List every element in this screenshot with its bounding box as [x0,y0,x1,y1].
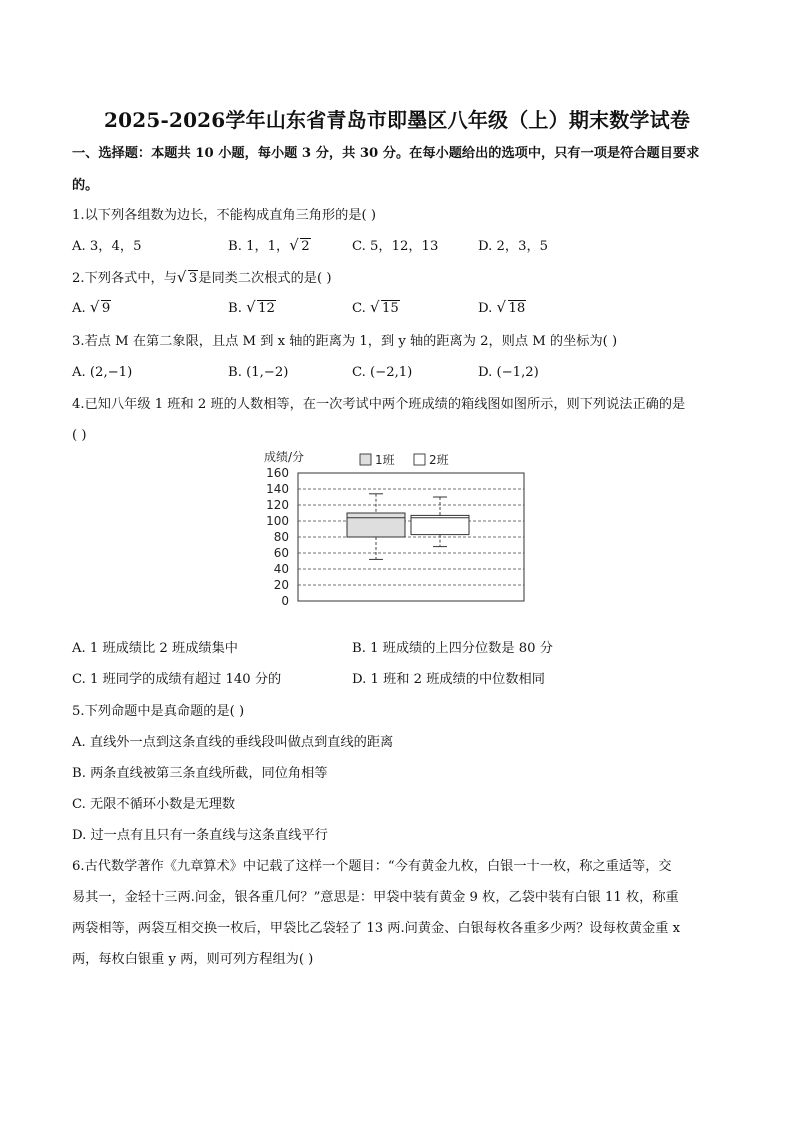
section-heading-line1: 一、选择题：本题共 10 小题，每小题 3 分，共 30 分。在每小题给出的选项中，只有一项是符合题目要求 [72,146,700,161]
q2-option-b-label: B. [228,301,247,316]
y-tick-label: 80 [273,530,289,544]
y-tick-label: 0 [281,594,289,606]
q1-option-d: D. 2，3，5 [478,239,549,254]
q5-option-d: D. 过一点有且只有一条直线与这条直线平行 [72,828,328,843]
q6-line1: 6.古代数学著作《九章算术》中记载了这样一个题目：“今有黄金九枚，白银一十一枚，称之重适等，交 [72,859,672,874]
q2-option-c [352,300,400,318]
q4-stem-paren: ( ) [72,428,87,443]
q6-line4: 两，每枚白银重 y 两，则可列方程组为( ) [72,952,314,967]
sqrt-symbol: √ 3 [176,268,198,286]
q2-stem-pre: 2.下列各式中，与 [72,271,177,286]
q2-stem-radicand: 3 [188,271,198,286]
sqrt-symbol: √ 18 [496,298,526,316]
q2-option-b-radicand: 12 [258,301,275,316]
box-plot-chart [258,446,530,606]
legend-label: 1班 [375,453,395,467]
y-tick-label: 40 [273,562,289,576]
q3-stem: 3.若点 M 在第二象限，且点 M 到 x 轴的距离为 1，到 y 轴的距离为 2，则点 M 的坐标为( ) [72,334,618,349]
y-tick-label: 20 [273,578,289,592]
chart-grid [298,489,524,585]
q6-line3: 两袋相等，两袋互相交换一枚后，甲袋比乙袋轻了 13 两.问黄金、白银每枚各重多少两？设每枚黄金重 x [72,921,681,936]
q1-option-c: C. 5，12，13 [352,239,439,254]
y-tick-label: 160 [266,466,289,480]
y-tick-label: 120 [266,498,289,512]
sqrt-symbol: √ 12 [246,298,275,316]
q4-option-c: C. 1 班同学的成绩有超过 140 分的 [72,672,282,687]
chart-boxes [347,494,469,560]
q3-option-c: C. (−2,1) [352,365,413,380]
legend-swatch [360,454,371,465]
legend-swatch [414,454,425,465]
sqrt-symbol: √ 2 [289,236,310,254]
q5-option-a: A. 直线外一点到这条直线的垂线段叫做点到直线的距离 [72,735,394,750]
q1-option-a: A. 3，4，5 [72,239,142,254]
q2-stem [72,270,331,288]
q1-option-b [228,238,311,256]
box-iqr [347,513,405,537]
legend-label: 2班 [429,453,449,467]
q1-option-b-text: B. 1，1， [228,239,290,254]
q3-option-a: A. (2,−1) [72,365,133,380]
q2-option-a [72,300,111,318]
q2-option-c-label: C. [352,301,371,316]
q4-stem: 4.已知八年级 1 班和 2 班的人数相等，在一次考试中两个班成绩的箱线图如图所示，则下列说法正确的是 [72,397,686,412]
q1-stem: 1.以下列各组数为边长，不能构成直角三角形的是( ) [72,208,376,223]
y-tick-labels [266,466,289,606]
y-axis-label: 成绩/分 [264,450,305,464]
q2-option-d-radicand: 18 [508,301,526,316]
q2-stem-post: 是同类二次根式的是( ) [198,271,332,286]
q2-option-a-radicand: 9 [101,301,111,316]
q1-option-b-radicand: 2 [301,239,310,254]
q5-option-c: C. 无限不循环小数是无理数 [72,797,236,812]
y-tick-label: 60 [273,546,289,560]
q4-option-d: D. 1 班和 2 班成绩的中位数相同 [352,672,545,687]
y-tick-label: 140 [266,482,289,496]
y-tick-label: 100 [266,514,289,528]
q2-option-d [478,300,526,318]
sqrt-symbol: √ 9 [89,298,111,316]
q2-option-b [228,300,276,318]
q5-option-b: B. 两条直线被第三条直线所截，同位角相等 [72,766,328,781]
section-heading-line2: 的。 [72,178,99,193]
q4-option-b: B. 1 班成绩的上四分位数是 80 分 [352,641,553,656]
q3-option-b: B. (1,−2) [228,365,289,380]
page-title: 2025-2026学年山东省青岛市即墨区八年级（上）期末数学试卷 [103,108,691,132]
chart-legend [360,452,449,467]
q6-line2: 易其一，金轻十三两.问金，银各重几何？”意思是：甲袋中装有黄金 9 枚，乙袋中装有白银 11 枚，称重 [72,890,679,905]
q2-option-c-radicand: 15 [382,301,399,316]
q2-option-a-label: A. [72,301,90,316]
q5-stem: 5.下列命题中是真命题的是( ) [72,704,245,719]
q4-option-a: A. 1 班成绩比 2 班成绩集中 [72,641,238,656]
q3-option-d: D. (−1,2) [478,365,539,380]
q2-option-d-label: D. [478,301,497,316]
sqrt-symbol: √ 15 [370,298,399,316]
